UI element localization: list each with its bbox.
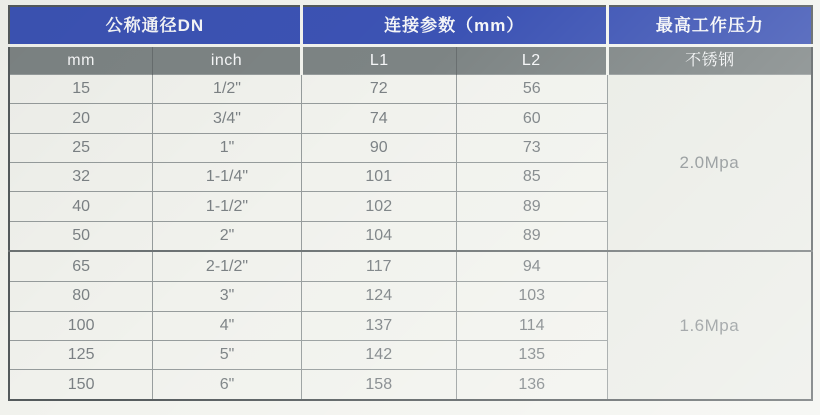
cell-l1: 137 (301, 311, 456, 340)
cell-l2: 85 (456, 163, 607, 192)
cell-l2: 94 (456, 251, 607, 281)
group-header-row (9, 6, 812, 46)
cell-l2: 73 (456, 133, 607, 162)
specification-table (8, 5, 813, 401)
cell-mm: 15 (9, 75, 153, 104)
header-nominal-diameter: 公称通径DN (9, 6, 301, 46)
pressure-cell-2mpa: 2.0Mpa (607, 75, 812, 252)
cell-mm: 20 (9, 104, 153, 133)
cell-l2: 89 (456, 221, 607, 251)
cell-mm: 100 (9, 311, 153, 340)
cell-l2: 103 (456, 282, 607, 311)
cell-l1: 102 (301, 192, 456, 221)
sub-header-row (9, 46, 812, 75)
cell-l2: 56 (456, 75, 607, 104)
pressure-cell-1-6mpa: 1.6Mpa (607, 251, 812, 400)
cell-l2: 114 (456, 311, 607, 340)
header-max-working-pressure: 最高工作压力 (607, 6, 812, 46)
cell-l1: 158 (301, 370, 456, 400)
cell-l2: 135 (456, 340, 607, 369)
cell-l1: 101 (301, 163, 456, 192)
cell-mm: 80 (9, 282, 153, 311)
cell-l1: 124 (301, 282, 456, 311)
cell-inch: 1-1/2" (153, 192, 302, 221)
cell-l1: 90 (301, 133, 456, 162)
cell-l1: 117 (301, 251, 456, 281)
cell-inch: 5" (153, 340, 302, 369)
table-row (9, 75, 812, 104)
header-connection-params: 连接参数（mm） (301, 6, 607, 46)
cell-l1: 142 (301, 340, 456, 369)
cell-mm: 125 (9, 340, 153, 369)
subheader-mm: mm (9, 46, 153, 75)
cell-mm: 40 (9, 192, 153, 221)
cell-mm: 50 (9, 221, 153, 251)
cell-inch: 3/4" (153, 104, 302, 133)
cell-l1: 72 (301, 75, 456, 104)
cell-inch: 2-1/2" (153, 251, 302, 281)
subheader-stainless-steel: 不锈钢 (607, 46, 812, 75)
cell-l1: 74 (301, 104, 456, 133)
cell-inch: 1-1/4" (153, 163, 302, 192)
cell-l1: 104 (301, 221, 456, 251)
cell-inch: 1/2" (153, 75, 302, 104)
subheader-l2: L2 (456, 46, 607, 75)
cell-inch: 6" (153, 370, 302, 400)
table-row (9, 251, 812, 281)
cell-mm: 32 (9, 163, 153, 192)
cell-inch: 4" (153, 311, 302, 340)
cell-mm: 65 (9, 251, 153, 281)
cell-mm: 150 (9, 370, 153, 400)
cell-inch: 1" (153, 133, 302, 162)
cell-inch: 2" (153, 221, 302, 251)
cell-l2: 60 (456, 104, 607, 133)
cell-inch: 3" (153, 282, 302, 311)
cell-mm: 25 (9, 133, 153, 162)
cell-l2: 136 (456, 370, 607, 400)
subheader-inch: inch (153, 46, 302, 75)
subheader-l1: L1 (301, 46, 456, 75)
cell-l2: 89 (456, 192, 607, 221)
